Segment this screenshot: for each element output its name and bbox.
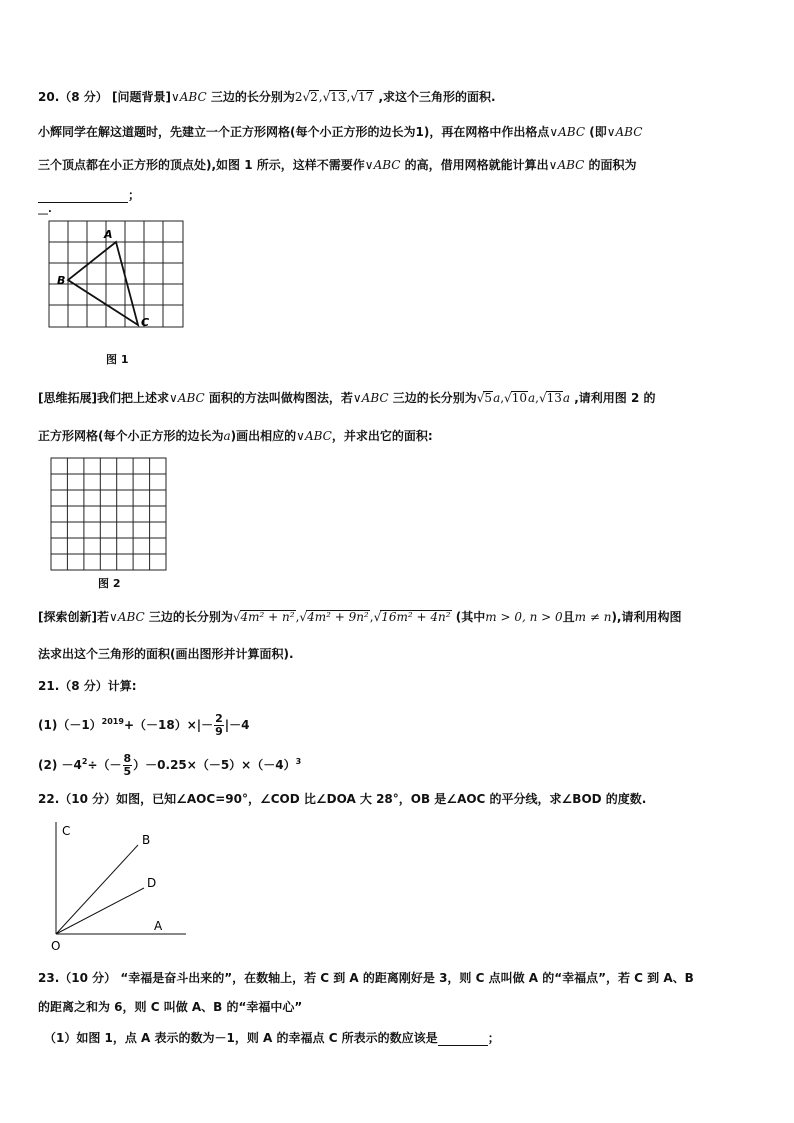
inn-condition-2: m ≠ n xyxy=(574,610,612,624)
q20-extend-line-1: [思维拓展]我们把上述求∨ABC 面积的方法叫做构图法，若∨ABC 三边的长分别为√5a,√10a,√13a ,请利用图 2 的 xyxy=(38,391,656,405)
fig2-caption: 图 2 xyxy=(98,577,121,590)
answer-blank[interactable] xyxy=(438,1033,488,1046)
q20-line-2: 小辉同学在解这道题时，先建立一个正方形网格(每个小正方形的边长为1)，再在网格中作出格点∨ABC (即∨ABC xyxy=(38,125,643,139)
radical-icon: √ xyxy=(302,90,311,104)
q20-text: )画出相应的 xyxy=(230,429,297,443)
q22-figure xyxy=(46,816,196,954)
q21-part-1 xyxy=(38,708,250,739)
q20-text-end: ,求这个三角形的面积. xyxy=(378,90,496,104)
q20-text: 的高，借用网格就能计算出 xyxy=(404,158,549,172)
q20-innovate-line-2 xyxy=(38,646,294,662)
q20-text: ),请利用构图 xyxy=(611,610,682,624)
len2-radicand: 13 xyxy=(330,90,346,104)
var-a: a xyxy=(223,429,231,443)
q20-text: ,请利用图 2 的 xyxy=(574,391,656,405)
inn-condition: m > 0, n > 0 xyxy=(485,610,563,624)
q20-text: 面积的方法叫做构图法，若 xyxy=(208,391,353,405)
q20-text: (其中 xyxy=(455,610,486,624)
radical-icon: √ xyxy=(350,90,359,104)
q21-p1-b: +（－18）×|－ xyxy=(123,718,214,732)
inn-radicand-1: 4m² + n² xyxy=(240,610,295,624)
q20-text: (即 xyxy=(589,125,607,139)
q23-text: 23.（10 分） “幸福是奋斗出来的”，在数轴上，若 C 到 A 的距离刚好是 3，则 C 点叫做 A 的“幸福点”，若 C 到 A、B xyxy=(38,971,694,985)
q20-text: 且 xyxy=(562,610,575,624)
q20-text: ，并求出它的面积: xyxy=(331,429,433,443)
q20-text: 三边的长分别为 xyxy=(392,391,477,405)
radical-icon: √ xyxy=(322,90,331,104)
q21-title: 21.（8 分）计算: xyxy=(38,679,137,693)
q20-line-5 xyxy=(38,202,52,218)
q20-line-1: 20.（8 分） [问题背景]∨ABC 三边的长分别为2√2,√13,√17 ,求这个三角形的面积. xyxy=(38,90,496,104)
ext-radicand-1: 5 xyxy=(484,391,493,405)
abc-label: ABC xyxy=(558,125,586,139)
q22-text xyxy=(38,791,646,807)
abc-label: ABC xyxy=(373,158,401,172)
q23-text: （1）如图 1，点 A 表示的数为－1，则 A 的幸福点 C 所表示的数应该是 xyxy=(44,1031,438,1045)
ext-radicand-2: 10 xyxy=(511,391,527,405)
q21-p2-c: ）－0.25×（－5）×（－4） xyxy=(133,758,296,772)
q21-p2-a: (2) －4 xyxy=(38,758,82,772)
q20-head: 20.（8 分） [问题背景] xyxy=(38,90,171,104)
q20-text: 的面积为 xyxy=(588,158,637,172)
q23-line-1 xyxy=(38,970,694,986)
q20-text: [探索创新]若 xyxy=(38,610,109,624)
q20-text: 三边的长分别为 xyxy=(148,610,233,624)
abc-label: ABC xyxy=(361,391,389,405)
fraction: $\frac{2}{9}$ xyxy=(215,712,223,738)
abc-label: ABC xyxy=(177,391,205,405)
q20-text: 小辉同学在解这道题时，先建立一个正方形网格(每个小正方形的边长为1)，再在网格中作出格点 xyxy=(38,125,550,139)
q20-text: [思维拓展]我们把上述求 xyxy=(38,391,169,405)
q23-text: ； xyxy=(487,1031,500,1045)
var-a: a xyxy=(527,391,536,405)
fig1-label-b: B xyxy=(57,274,66,287)
var-a: a xyxy=(493,391,501,405)
len1-radicand: 2 xyxy=(310,90,318,104)
fraction: $\frac{8}{5}$ xyxy=(123,752,132,778)
q21-p1-exp: 2019 xyxy=(101,717,124,726)
q20-text: 法求出这个三角形的面积(画出图形并计算面积). xyxy=(38,647,294,661)
figure-1 xyxy=(44,218,188,348)
len1-coef: 2 xyxy=(294,90,303,104)
q20-line-4 xyxy=(38,187,140,203)
q21-p2-exp: 2 xyxy=(81,757,88,766)
answer-blank-2: __. xyxy=(38,204,52,215)
q20-innovate-line-1: [探索创新]若∨ABC 三边的长分别为√4m² + n²,√4m² + 9n²,√16m² + 4n² (其中m > 0, n > 0且m ≠ n),请利用构图 xyxy=(38,610,682,624)
q23-line-3 xyxy=(44,1030,500,1046)
q20-text: ； xyxy=(128,188,141,202)
q20-text: 正方形网格(每个小正方形的边长为 xyxy=(38,429,224,443)
abc-label: ABC xyxy=(304,429,332,443)
abc-label: ABC xyxy=(615,125,643,139)
fig2-grid xyxy=(51,458,166,570)
q21-p1-a: (1)（－1） xyxy=(38,718,102,732)
q21-part-2 xyxy=(38,748,301,779)
fig1-caption: 图 1 xyxy=(106,353,129,366)
figure-2 xyxy=(50,457,170,575)
fig1-label-c: C xyxy=(141,316,150,329)
q23-text: 的距离之和为 6，则 C 叫做 A、B 的“幸福中心” xyxy=(38,1000,303,1014)
abc-label: ABC xyxy=(117,610,145,624)
ray-od xyxy=(56,888,144,934)
q23-line-2 xyxy=(38,999,302,1015)
q20-text: 三边的长分别为 xyxy=(210,90,295,104)
var-a: a xyxy=(562,391,571,405)
q20-extend-line-2: 正方形网格(每个小正方形的边长为a)画出相应的∨ABC，并求出它的面积: xyxy=(38,429,433,443)
triangle-symbol: ∨ xyxy=(170,90,180,104)
inn-radicand-2: 4m² + 9n² xyxy=(307,610,369,624)
q21-p2-exp2: 3 xyxy=(295,757,302,766)
label-o: O xyxy=(51,939,61,953)
q21-p2-b: ÷（－ xyxy=(87,758,122,772)
label-b: B xyxy=(142,833,151,847)
label-d: D xyxy=(147,876,157,890)
q20-line-3: 三个顶点都在小正方形的顶点处),如图 1 所示，这样不需要作∨ABC 的高，借用网格就能计算出∨ABC 的面积为 xyxy=(38,158,637,172)
label-c: C xyxy=(62,824,71,838)
abc-label: ABC xyxy=(179,90,207,104)
q21-head xyxy=(38,678,137,694)
ext-radicand-3: 13 xyxy=(546,391,562,405)
label-a: A xyxy=(154,919,163,933)
len3-radicand: 17 xyxy=(358,90,374,104)
q22-question: 22.（10 分）如图，已知∠AOC=90°，∠COD 比∠DOA 大 28°，OB 是∠AOC 的平分线，求∠BOD 的度数. xyxy=(38,792,647,806)
q21-p1-c: |－4 xyxy=(224,718,250,732)
inn-radicand-3: 16m² + 4n² xyxy=(381,610,451,624)
ray-ob xyxy=(56,845,138,934)
q20-text: 三个顶点都在小正方形的顶点处),如图 1 所示，这样不需要作 xyxy=(38,158,365,172)
fig1-label-a: A xyxy=(104,228,113,241)
abc-label: ABC xyxy=(557,158,585,172)
